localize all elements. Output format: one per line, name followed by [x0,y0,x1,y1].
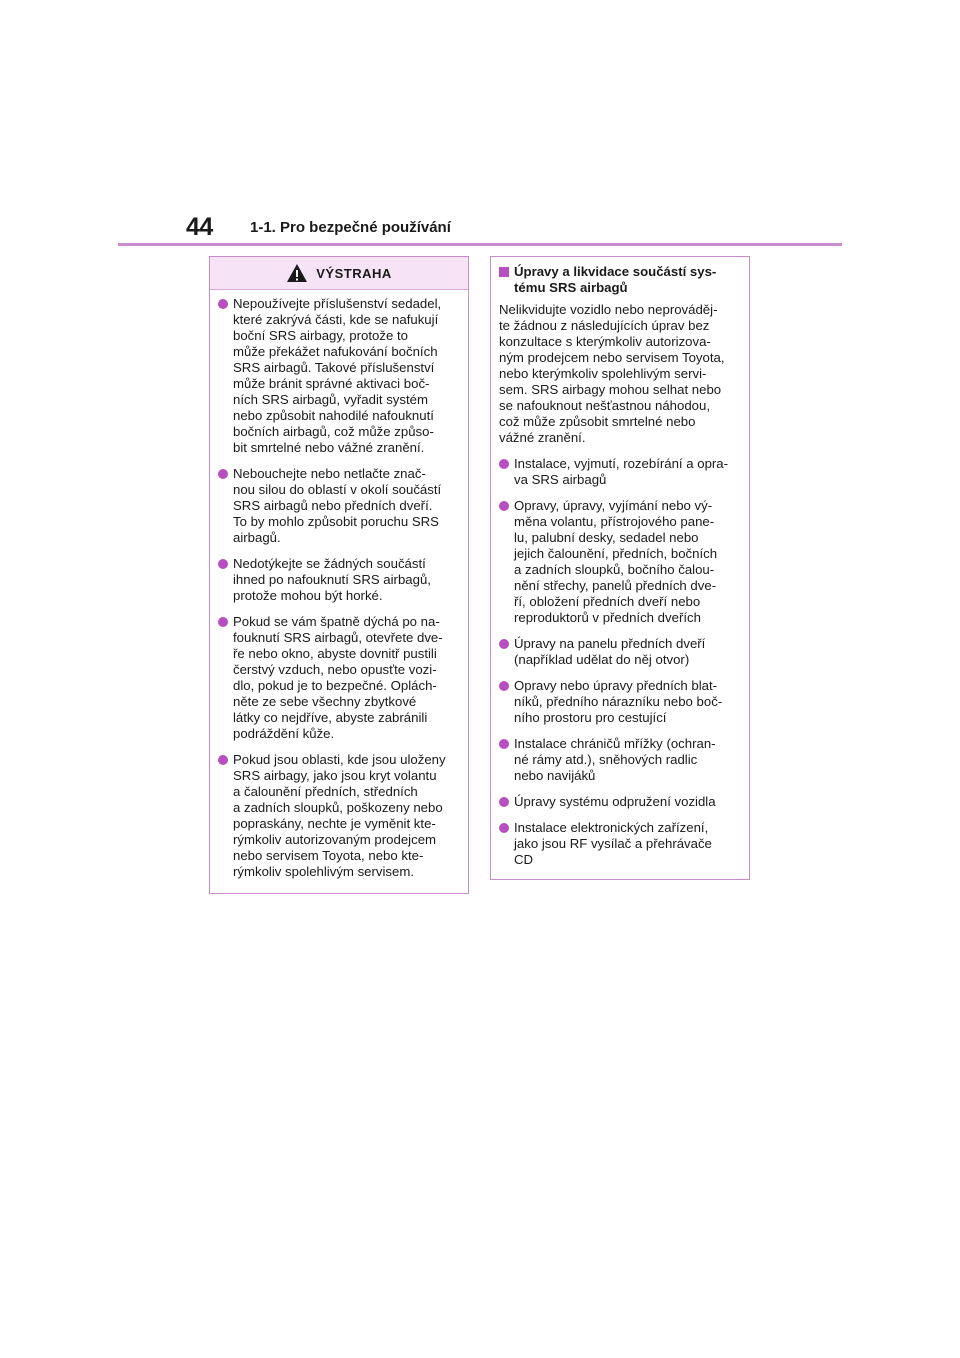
bullet-icon [499,823,509,833]
warning-header [210,257,468,290]
bullet-icon [218,299,228,309]
page-number: 44 [186,213,213,241]
warning-list [210,290,468,880]
bullet-icon [499,797,509,807]
bullet-icon [218,469,228,479]
warning-item: Nebouchejte nebo netlačte znač- nou silou do oblastí v okolí součástí SRS airbagů nebo předních dveří. To by mohlo způsobit poruchu SRS airbagů. [218,466,458,546]
warning-item: Pokud se vám špatně dýchá po na- fouknutí SRS airbagů, otevřete dve- ře nebo okno, abyste dovnitř pustili čerstvý vzduch, nebo opusťte vozi- dlo, pokud je to bezpečné. Oplách- něte ze sebe všechny zbytkové látky co nejdříve, abyste zabránili podráždění kůže. [218,614,458,742]
warning-triangle-icon [286,263,308,283]
warning-item: Nedotýkejte se žádných součástí ihned po nafouknutí SRS airbagů, protože mohou být horké. [218,556,458,604]
bullet-icon [499,501,509,511]
bullet-icon [218,755,228,765]
bullet-icon [499,681,509,691]
section-title: 1-1. Pro bezpečné používání [250,219,451,236]
warning-box [209,256,469,894]
intro-paragraph: Nelikvidujte vozidlo nebo neprováděj- te žádnou z následujících úprav bez konzultace s kterýmkoliv autorizova- ným prodejcem nebo servisem Toyota, nebo kterýmkoliv spolehlivým servi- sem. SRS airbagy mohou selhat nebo se nafouknout nešťastnou náhodou, což může způsobit smrtelné nebo vážné zranění. [499,302,725,445]
list-item: Instalace, vyjmutí, rozebírání a opra- va SRS airbagů [499,456,739,488]
bullet-icon [499,739,509,749]
warning-item: Pokud jsou oblasti, kde jsou uloženy SRS airbagy, jako jsou kryt volantu a čalounění předních, středních a zadních sloupků, poškozeny nebo popraskány, nechte je vyměnit kte- rýmkoliv autorizovaným prodejcem nebo servisem Toyota, nebo kte- rýmkoliv spolehlivým servisem. [218,752,458,880]
warning-title: VÝSTRAHA [316,265,392,281]
bullet-icon [499,639,509,649]
list-item: Opravy, úpravy, vyjímání nebo vý- měna volantu, přístrojového pane- lu, palubní desky, sedadel nebo jejich čalounění, předních, bočních a zadních sloupků, bočního čalou- nění střechy, panelů předních dve- ří, obložení předních dveří nebo reproduktorů v předních dveřích [499,498,739,626]
section-heading: Úpravy a likvidace součástí sys- tému SRS airbagů [499,264,739,296]
bullet-icon [218,559,228,569]
srs-modifications-box [490,256,750,880]
list-item: Instalace chráničů mřížky (ochran- né rámy atd.), sněhových radlic nebo navijáků [499,736,739,784]
square-bullet-icon [499,267,509,277]
warning-item: Nepoužívejte příslušenství sedadel, které zakrývá části, kde se nafukují boční SRS airbagy, protože to může překážet nafukování bočních SRS airbagů. Takové příslušenství může bránit správné aktivaci boč- ních SRS airbagů, vyřadit systém nebo způsobit nahodilé nafouknutí bočních airbagů, což může způso- bit smrtelné nebo vážné zranění. [218,296,458,456]
list-item: Opravy nebo úpravy předních blat- níků, předního nárazníku nebo boč- ního prostoru pro cestující [499,678,739,726]
list-item: Instalace elektronických zařízení, jako jsou RF vysílač a přehrávače CD [499,820,739,868]
bullet-icon [499,459,509,469]
list-item: Úpravy na panelu předních dveří (například udělat do něj otvor) [499,636,739,668]
bullet-icon [218,617,228,627]
header-rule [118,243,842,246]
list-item: Úpravy systému odpružení vozidla [499,794,739,810]
